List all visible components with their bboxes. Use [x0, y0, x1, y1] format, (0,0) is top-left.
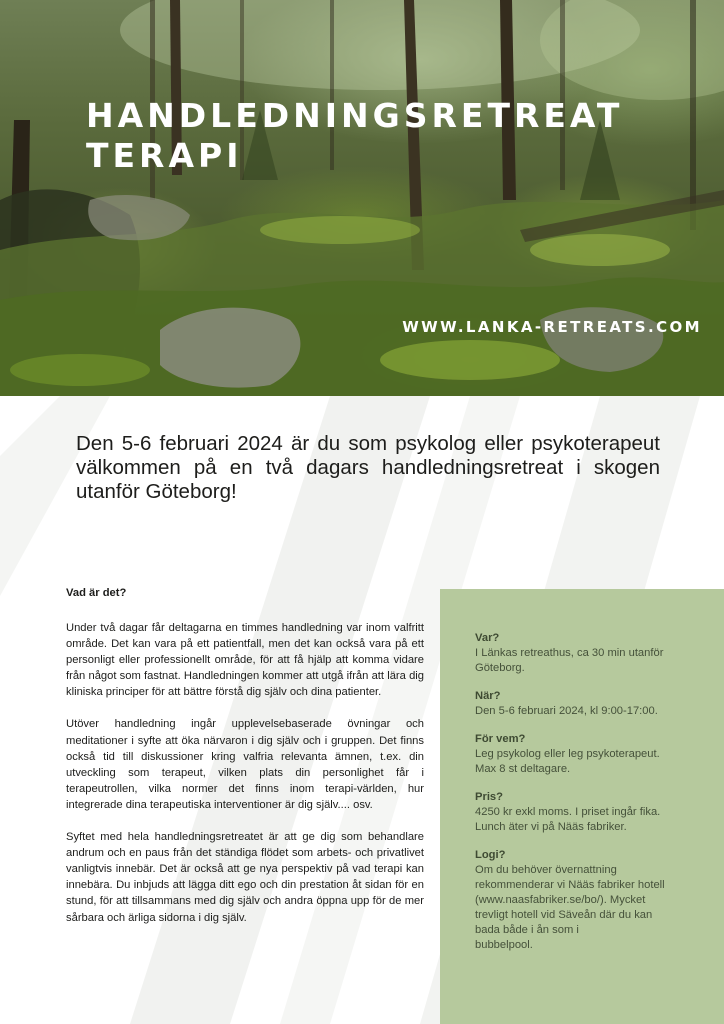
info-label: Logi? [475, 849, 506, 861]
info-list [475, 631, 707, 966]
info-item-price [475, 790, 707, 835]
title-line-2: TERAPI [86, 136, 243, 175]
section-heading: Vad är det? [66, 587, 127, 599]
info-item-where [475, 631, 707, 676]
info-item-for-whom [475, 732, 707, 777]
info-text: Om du behöver övernattning rekommenderar vi Nääs fabriker hotell (www.naasfabriker.se/bo/). Mycket trevligt hotell vid Säveån där du kan bada både i ån som i bubbelpool. [475, 864, 665, 951]
info-label: När? [475, 690, 501, 702]
info-label: Pris? [475, 791, 503, 803]
info-text: I Länkas retreathus, ca 30 min utanför Göteborg. [475, 647, 664, 674]
website-url[interactable]: WWW.LANKA-RETREATS.COM [402, 318, 702, 336]
info-item-lodging [475, 848, 707, 953]
title-line-1: HANDLEDNINGSRETREAT [86, 96, 624, 135]
info-box [440, 589, 724, 1024]
description-paragraph: Syftet med hela handledningsretreatet är att ge dig som behandlare andrum och en paus från det ständiga flödet som arbets- och privatlivet vanligtvis innebär. Det är också att ge nya perspektiv på vad terapi kan innebära. Du inbjuds att lägga ditt ego och din prestation åt sidan för en stund, för att tillsammans med dig själv och andra öppna upp för de mer sårbara och ärliga sidorna i dig själv. [66, 831, 424, 924]
page-title [86, 96, 623, 176]
info-text: Leg psykolog eller leg psykoterapeut. Max 8 st deltagare. [475, 748, 660, 775]
intro-text: Den 5-6 februari 2024 är du som psykolog eller psykoterapeut välkommen på en två dagars handledningsretreat i skogen utanför Göteborg! [76, 432, 660, 503]
hero-forest-image [0, 0, 724, 396]
description-section [66, 586, 424, 942]
description-paragraph: Utöver handledning ingår upplevelsebaserade övningar och meditationer i syfte att öka närvaron i dig själv och i gruppen. Det finns också tid till diskussioner kring valfria relevanta ämnen, t.ex. din utveckling som terapeut, vilken plats din personlighet får i terapeutrollen, vilka normer det finns inom terapi-världen, hur integrerade dina terapeutiska interventioner är dig själv.... osv. [66, 718, 424, 811]
info-item-when [475, 689, 707, 719]
description-paragraph: Under två dagar får deltagarna en timmes handledning var inom valfritt område. Det kan vara på ett patientfall, men det kan också vara på ett personligt eller professionellt område, för att få hjälp att komma vidare från något som fastnat. Handledningen kommer att utgå ifrån att lära dig kliniska principer för att bättre förstå dig själv och dina patienter. [66, 622, 424, 699]
forest-illustration [0, 0, 724, 396]
info-text: Den 5-6 februari 2024, kl 9:00-17:00. [475, 705, 658, 717]
info-label: Var? [475, 632, 500, 644]
info-label: För vem? [475, 733, 526, 745]
info-text: 4250 kr exkl moms. I priset ingår fika. Lunch äter vi på Nääs fabriker. [475, 806, 661, 833]
